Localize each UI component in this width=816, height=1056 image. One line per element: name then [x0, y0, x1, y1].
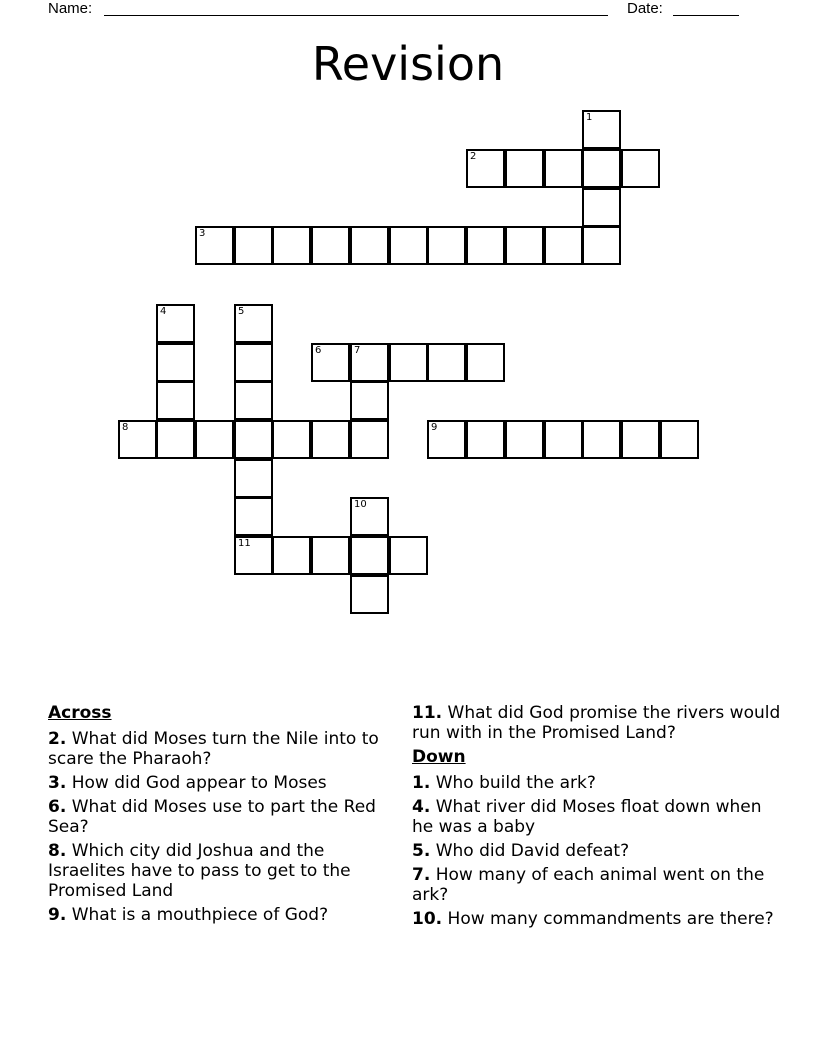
grid-cell[interactable]	[427, 420, 466, 459]
grid-cell[interactable]	[350, 575, 389, 614]
grid-cell[interactable]	[350, 536, 389, 575]
grid-cell[interactable]	[195, 420, 234, 459]
grid-cell[interactable]	[466, 226, 505, 265]
clue-number-4: 4	[160, 306, 167, 317]
grid-cell[interactable]	[544, 149, 583, 188]
clue-down-7: 7. How many of each animal went on the ark?	[412, 865, 765, 905]
grid-cell[interactable]	[389, 536, 428, 575]
grid-cell[interactable]	[427, 343, 466, 382]
clues-column-left	[48, 703, 398, 929]
grid-cell[interactable]	[350, 226, 389, 265]
clue-down-10: 10. How many commandments are there?	[412, 909, 774, 929]
grid-cell[interactable]	[311, 343, 350, 382]
grid-cell[interactable]	[234, 343, 273, 382]
grid-cell[interactable]	[621, 149, 660, 188]
grid-cell[interactable]	[544, 420, 583, 459]
clue-number-6: 6	[315, 345, 322, 356]
grid-cell[interactable]	[234, 497, 273, 536]
grid-cell[interactable]	[350, 381, 389, 420]
grid-cell[interactable]	[582, 110, 621, 149]
grid-cell[interactable]	[505, 149, 544, 188]
grid-cell[interactable]	[272, 226, 311, 265]
grid-cell[interactable]	[466, 343, 505, 382]
grid-cell[interactable]	[621, 420, 660, 459]
clues-column-right	[412, 703, 782, 933]
name-label: Name:	[48, 0, 93, 17]
clue-down-4: 4. What river did Moses float down when he was a baby	[412, 797, 762, 837]
clue-across-8: 8. Which city did Joshua and the Israelites have to pass to get to the Promised Land	[48, 841, 351, 901]
grid-cell[interactable]	[466, 420, 505, 459]
clue-number-3: 3	[199, 228, 206, 239]
clue-number-5: 5	[238, 306, 245, 317]
clue-number-7: 7	[354, 345, 361, 356]
page-title: Revision	[311, 37, 505, 91]
grid-cell[interactable]	[466, 149, 505, 188]
grid-cell[interactable]	[234, 304, 273, 343]
grid-cell[interactable]	[350, 420, 389, 459]
grid-cell[interactable]	[118, 420, 157, 459]
grid-cell[interactable]	[582, 149, 621, 188]
grid-cell[interactable]	[505, 226, 544, 265]
grid-cell[interactable]	[389, 343, 428, 382]
date-label: Date:	[627, 0, 663, 17]
clue-across-9: 9. What is a mouthpiece of God?	[48, 905, 329, 925]
grid-cell[interactable]	[311, 420, 350, 459]
grid-cell[interactable]	[156, 304, 195, 343]
grid-cell[interactable]	[272, 536, 311, 575]
down-heading: Down	[412, 747, 466, 767]
grid-cell[interactable]	[582, 226, 621, 265]
grid-cell[interactable]	[234, 536, 273, 575]
grid-cell[interactable]	[234, 381, 273, 420]
grid-cell[interactable]	[311, 536, 350, 575]
grid-cell[interactable]	[544, 226, 583, 265]
clue-across-11: 11. What did God promise the rivers would run with in the Promised Land?	[412, 703, 781, 743]
grid-cell[interactable]	[582, 188, 621, 227]
grid-cell[interactable]	[389, 226, 428, 265]
clue-number-2: 2	[470, 151, 477, 162]
across-heading: Across	[48, 703, 112, 723]
grid-cell[interactable]	[234, 226, 273, 265]
grid-cell[interactable]	[582, 420, 621, 459]
clue-across-3: 3. How did God appear to Moses	[48, 773, 327, 793]
clue-across-6: 6. What did Moses use to part the Red Sea?	[48, 797, 376, 837]
grid-cell[interactable]	[272, 420, 311, 459]
grid-cell[interactable]	[156, 343, 195, 382]
clue-number-10: 10	[354, 499, 367, 510]
grid-cell[interactable]	[195, 226, 234, 265]
clue-across-2: 2. What did Moses turn the Nile into to scare the Pharaoh?	[48, 729, 379, 769]
grid-cell[interactable]	[156, 420, 195, 459]
grid-cell[interactable]	[311, 226, 350, 265]
grid-cell[interactable]	[156, 381, 195, 420]
grid-cell[interactable]	[234, 459, 273, 498]
clue-number-11: 11	[238, 538, 251, 549]
clue-number-9: 9	[431, 422, 438, 433]
grid-cell[interactable]	[505, 420, 544, 459]
clue-number-1: 1	[586, 112, 593, 123]
grid-cell[interactable]	[350, 343, 389, 382]
clue-number-8: 8	[122, 422, 129, 433]
clue-down-1: 1. Who build the ark?	[412, 773, 596, 793]
grid-cell[interactable]	[660, 420, 699, 459]
grid-cell[interactable]	[350, 497, 389, 536]
clue-down-5: 5. Who did David defeat?	[412, 841, 630, 861]
grid-cell[interactable]	[427, 226, 466, 265]
grid-cell[interactable]	[234, 420, 273, 459]
